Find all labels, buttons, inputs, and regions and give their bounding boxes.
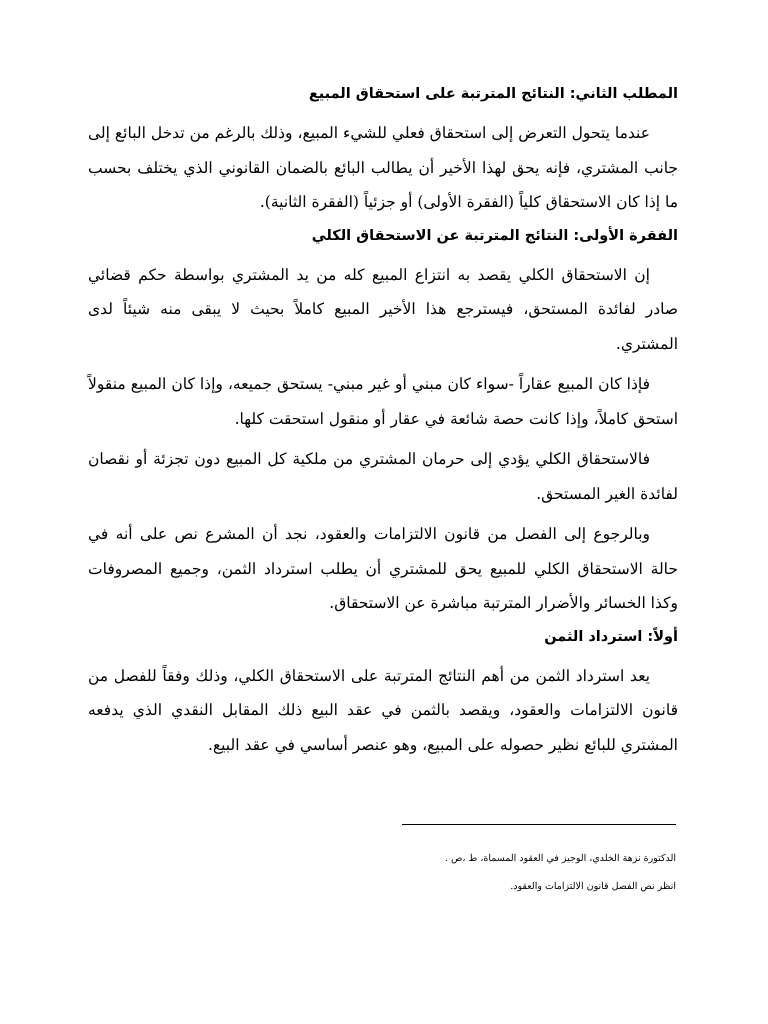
document-body xyxy=(88,84,678,768)
paragraph-intro: عندما يتحول التعرض إلى استحقاق فعلي للشيء المبيع، وذلك بالرغم من تدخل البائع إلى جانب المشتري، فإنه يحق لهذا الأخير أن يطالب البائع بالضمان القانوني الذي يختلف بحسب ما إذا كان الاستحقاق كلياً (الفقرة الأولى) أو جزئياً (الفقرة الثانية). xyxy=(88,124,678,211)
paragraph-law-reference: وبالرجوع إلى الفصل من قانون الالتزامات والعقود، نجد أن المشرع نص على أنه في حالة الاستحقاق الكلي للمبيع يحق للمشتري أن يطلب استرداد الثمن، وجميع المصروفات وكذا الخسائر والأضرار المترتبة مباشرة عن الاستحقاق. xyxy=(88,525,678,612)
paragraph-total-definition: إن الاستحقاق الكلي يقصد به انتزاع المبيع كله من يد المشتري بواسطة حكم قضائي صادر لفائدة المستحق، فيسترجع هذا الأخير المبيع كاملاً بحيث لا يبقى منه شيئاً لدى المشتري. xyxy=(88,265,678,353)
footnote-1: الدكتورة نزهة الخلدي، الوجيز في العقود المسماة، ط ،ص . xyxy=(444,853,676,864)
paragraph-price-recovery: يعد استرداد الثمن من أهم النتائج المترتبة على الاستحقاق الكلي، وذلك وفقاً للفصل من قانون الالتزامات والعقود، ويقصد بالثمن في عقد البيع ذلك المقابل النقدي الذي يدفعه المشتري للبائع نظير حصوله على المبيع، وهو عنصر أساسي في عقد البيع. xyxy=(88,666,678,754)
subheading-price-recovery: أولاً: استرداد الثمن xyxy=(544,628,678,645)
footnote-separator xyxy=(402,824,676,825)
paragraph-property-types: فإذا كان المبيع عقاراً -سواء كان مبني أو غير مبني- يستحق جميعه، وإذا كان المبيع منقولاً استحق كاملاً، وإذا كانت حصة شائعة في عقار أو منقول استحقت كلها. xyxy=(88,375,678,428)
footnote-2: انظر نص الفصل قانون الالتزامات والعقود. xyxy=(510,881,676,892)
section-heading-total-entitlement: الفقرة الأولى: النتائج المترتبة عن الاستحقاق الكلي xyxy=(311,227,678,244)
paragraph-deprivation: فالاستحقاق الكلي يؤدي إلى حرمان المشتري من ملكية كل المبيع دون تجزئة أو نقصان لفائدة الغير المستحق. xyxy=(88,450,678,503)
section-heading-main: المطلب الثاني: النتائج المترتبة على استحقاق المبيع xyxy=(308,86,678,102)
